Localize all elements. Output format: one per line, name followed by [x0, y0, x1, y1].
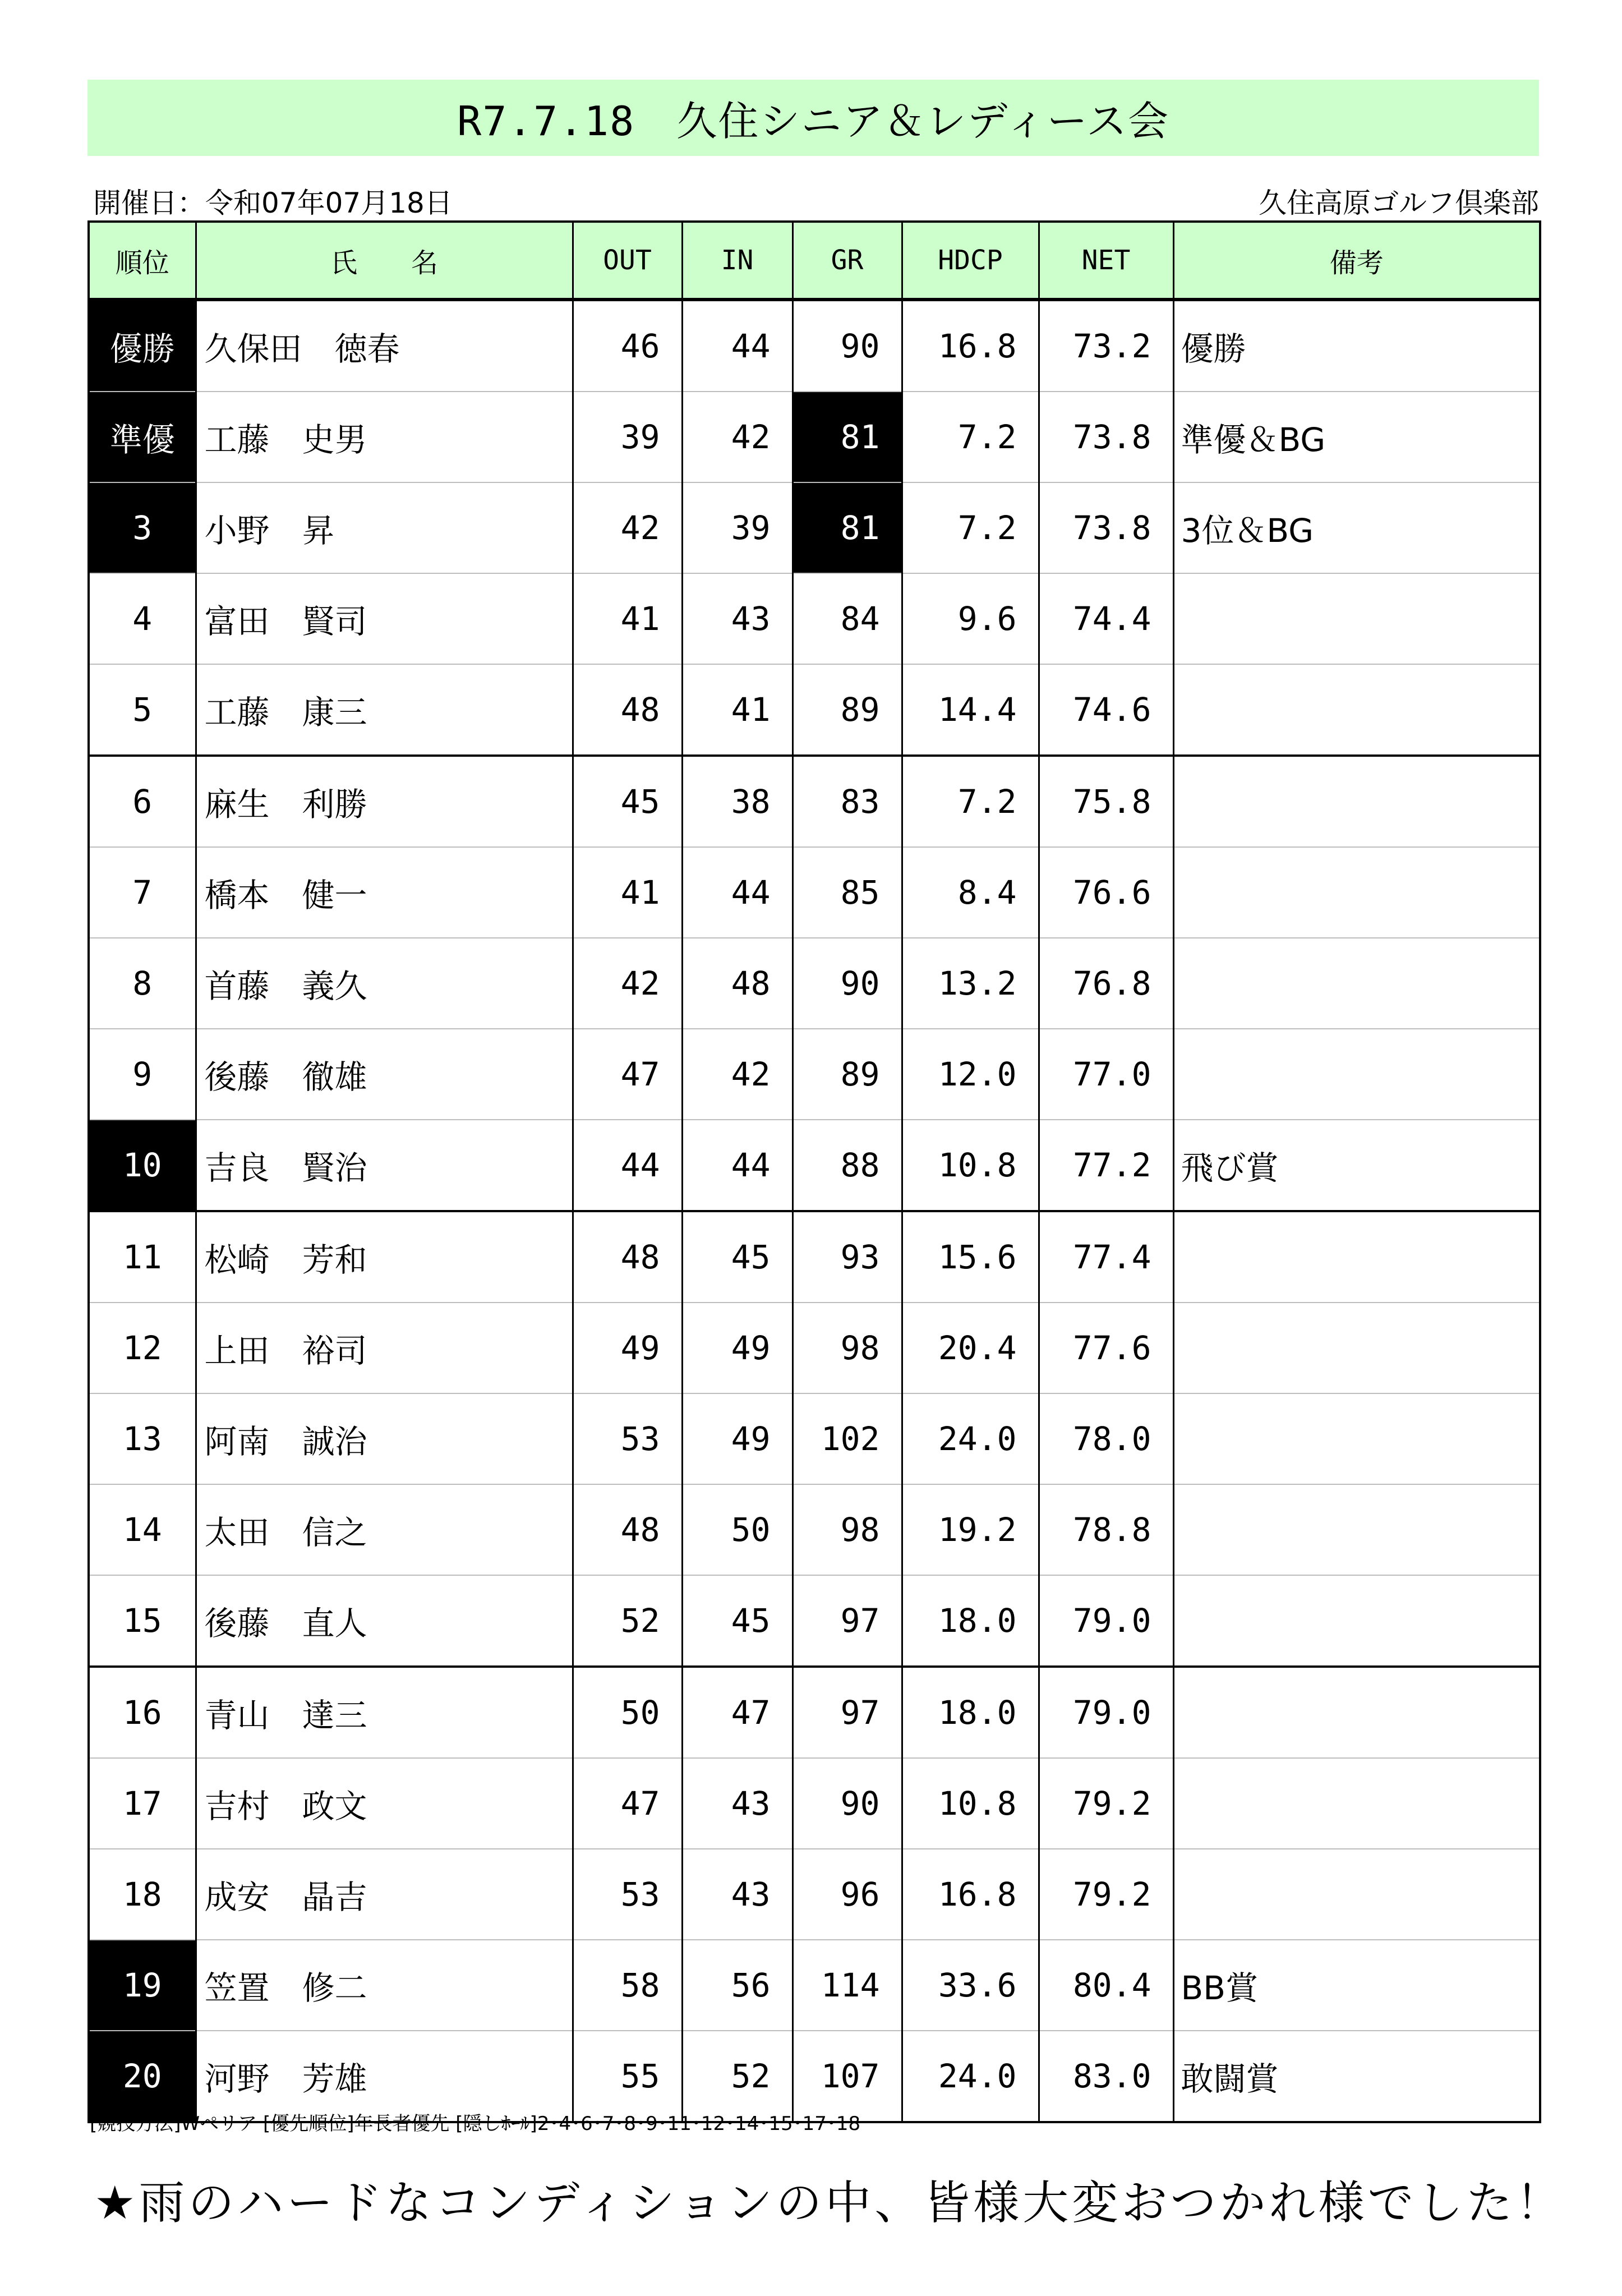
out-score: 45	[573, 756, 682, 847]
in-score: 43	[682, 573, 792, 664]
remarks	[1173, 1849, 1540, 1940]
handicap: 9.6	[902, 573, 1039, 664]
in-score: 44	[682, 300, 792, 392]
gross-score: 93	[792, 1211, 902, 1303]
player-name: 後藤 徹雄	[196, 1029, 573, 1120]
in-score: 56	[682, 1940, 792, 2031]
rank-cell: 10	[89, 1120, 196, 1211]
remarks	[1173, 847, 1540, 938]
remarks: BB賞	[1173, 1940, 1540, 2031]
gross-score: 84	[792, 573, 902, 664]
remarks	[1173, 756, 1540, 847]
remarks: 飛び賞	[1173, 1120, 1540, 1211]
gross-score: 97	[792, 1575, 902, 1667]
remarks	[1173, 1484, 1540, 1575]
remarks	[1173, 664, 1540, 756]
title-banner	[87, 80, 1539, 156]
in-score: 44	[682, 847, 792, 938]
remarks	[1173, 938, 1540, 1029]
rank-cell: 4	[89, 573, 196, 664]
net-score: 73.2	[1039, 300, 1173, 392]
handicap: 18.0	[902, 1575, 1039, 1667]
gross-score: 114	[792, 1940, 902, 2031]
rank-cell: 16	[89, 1667, 196, 1758]
net-score: 77.0	[1039, 1029, 1173, 1120]
remarks	[1173, 573, 1540, 664]
in-score: 43	[682, 1758, 792, 1849]
net-score: 76.8	[1039, 938, 1173, 1029]
handicap: 8.4	[902, 847, 1039, 938]
header-row	[89, 222, 1540, 300]
col-rank-header: 順位	[89, 222, 196, 300]
net-score: 80.4	[1039, 1940, 1173, 2031]
out-score: 47	[573, 1029, 682, 1120]
col-in-header: IN	[682, 222, 792, 300]
handicap: 18.0	[902, 1667, 1039, 1758]
in-score: 50	[682, 1484, 792, 1575]
out-score: 41	[573, 573, 682, 664]
in-score: 45	[682, 1211, 792, 1303]
out-score: 53	[573, 1393, 682, 1484]
out-score: 39	[573, 392, 682, 482]
out-score: 41	[573, 847, 682, 938]
in-score: 39	[682, 482, 792, 573]
in-score: 49	[682, 1303, 792, 1393]
gross-score: 90	[792, 938, 902, 1029]
table-row	[89, 1940, 1540, 2031]
table-row	[89, 1575, 1540, 1667]
net-score: 79.2	[1039, 1849, 1173, 1940]
in-score: 44	[682, 1120, 792, 1211]
table-row	[89, 300, 1540, 392]
player-name: 河野 芳雄	[196, 2031, 573, 2122]
table-row	[89, 1120, 1540, 1211]
net-score: 74.4	[1039, 573, 1173, 664]
competition-rules: [競技方法]Wペリア [優先順位]年長者優先 [隠しﾎｰﾙ]2･4･6･7･8･9･11･12･14･15･17･18	[90, 2113, 861, 2135]
player-name: 富田 賢司	[196, 573, 573, 664]
gross-score: 102	[792, 1393, 902, 1484]
player-name: 橋本 健一	[196, 847, 573, 938]
rank-cell: 13	[89, 1393, 196, 1484]
table-row	[89, 1211, 1540, 1303]
net-score: 79.2	[1039, 1758, 1173, 1849]
out-score: 42	[573, 938, 682, 1029]
player-name: 太田 信之	[196, 1484, 573, 1575]
table-row	[89, 938, 1540, 1029]
in-score: 42	[682, 392, 792, 482]
col-out-header: OUT	[573, 222, 682, 300]
col-hdcp-header: HDCP	[902, 222, 1039, 300]
out-score: 47	[573, 1758, 682, 1849]
handicap: 14.4	[902, 664, 1039, 756]
handicap: 10.8	[902, 1758, 1039, 1849]
remarks	[1173, 1393, 1540, 1484]
net-score: 83.0	[1039, 2031, 1173, 2122]
gross-score: 90	[792, 1758, 902, 1849]
rank-cell: 18	[89, 1849, 196, 1940]
net-score: 74.6	[1039, 664, 1173, 756]
page-title: R7.7.18 久住シニア＆レディース会	[457, 98, 1170, 145]
out-score: 53	[573, 1849, 682, 1940]
table-row	[89, 664, 1540, 756]
rank-cell: 19	[89, 1940, 196, 2031]
table-row	[89, 1303, 1540, 1393]
col-gr-header: GR	[792, 222, 902, 300]
closing-message: ★雨のハードなコンディションの中、皆様大変おつかれ様でした！	[94, 2177, 1565, 2230]
remarks	[1173, 1575, 1540, 1667]
out-score: 58	[573, 1940, 682, 2031]
rank-cell: 12	[89, 1303, 196, 1393]
table-row	[89, 392, 1540, 482]
handicap: 24.0	[902, 2031, 1039, 2122]
remarks	[1173, 1758, 1540, 1849]
player-name: 阿南 誠治	[196, 1393, 573, 1484]
table-row	[89, 756, 1540, 847]
gross-score: 96	[792, 1849, 902, 1940]
rank-cell: 11	[89, 1211, 196, 1303]
in-score: 52	[682, 2031, 792, 2122]
gross-score: 90	[792, 300, 902, 392]
player-name: 麻生 利勝	[196, 756, 573, 847]
remarks: 準優＆BG	[1173, 392, 1540, 482]
out-score: 49	[573, 1303, 682, 1393]
remarks	[1173, 1211, 1540, 1303]
handicap: 12.0	[902, 1029, 1039, 1120]
rank-cell: 5	[89, 664, 196, 756]
handicap: 7.2	[902, 756, 1039, 847]
net-score: 73.8	[1039, 392, 1173, 482]
player-name: 吉良 賢治	[196, 1120, 573, 1211]
col-name-header: 氏 名	[196, 222, 573, 300]
table-row	[89, 1667, 1540, 1758]
rank-cell: 3	[89, 482, 196, 573]
in-score: 48	[682, 938, 792, 1029]
player-name: 工藤 康三	[196, 664, 573, 756]
out-score: 48	[573, 1484, 682, 1575]
table-row	[89, 1393, 1540, 1484]
handicap: 16.8	[902, 1849, 1039, 1940]
table-row	[89, 573, 1540, 664]
gross-score: 83	[792, 756, 902, 847]
rank-cell: 6	[89, 756, 196, 847]
handicap: 15.6	[902, 1211, 1039, 1303]
event-date: 開催日：令和07年07月18日	[93, 187, 453, 219]
rank-cell: 20	[89, 2031, 196, 2122]
rank-cell: 9	[89, 1029, 196, 1120]
remarks	[1173, 1667, 1540, 1758]
remarks: 3位＆BG	[1173, 482, 1540, 573]
net-score: 78.0	[1039, 1393, 1173, 1484]
handicap: 33.6	[902, 1940, 1039, 2031]
handicap: 16.8	[902, 300, 1039, 392]
gross-score: 97	[792, 1667, 902, 1758]
in-score: 47	[682, 1667, 792, 1758]
player-name: 吉村 政文	[196, 1758, 573, 1849]
in-score: 38	[682, 756, 792, 847]
table-row	[89, 1029, 1540, 1120]
in-score: 45	[682, 1575, 792, 1667]
handicap: 13.2	[902, 938, 1039, 1029]
table-row	[89, 1758, 1540, 1849]
table-row	[89, 482, 1540, 573]
out-score: 48	[573, 664, 682, 756]
handicap: 10.8	[902, 1120, 1039, 1211]
net-score: 75.8	[1039, 756, 1173, 847]
handicap: 19.2	[902, 1484, 1039, 1575]
out-score: 44	[573, 1120, 682, 1211]
player-name: 小野 昇	[196, 482, 573, 573]
col-note-header: 備考	[1173, 222, 1540, 300]
in-score: 49	[682, 1393, 792, 1484]
out-score: 52	[573, 1575, 682, 1667]
gross-score: 85	[792, 847, 902, 938]
gross-score: 98	[792, 1303, 902, 1393]
handicap: 7.2	[902, 482, 1039, 573]
results-body	[89, 300, 1540, 2122]
player-name: 松崎 芳和	[196, 1211, 573, 1303]
net-score: 76.6	[1039, 847, 1173, 938]
rank-cell: 8	[89, 938, 196, 1029]
in-score: 43	[682, 1849, 792, 1940]
in-score: 42	[682, 1029, 792, 1120]
out-score: 48	[573, 1211, 682, 1303]
club-name: 久住高原ゴルフ倶楽部	[1259, 187, 1539, 219]
out-score: 55	[573, 2031, 682, 2122]
net-score: 79.0	[1039, 1667, 1173, 1758]
rank-cell: 15	[89, 1575, 196, 1667]
in-score: 41	[682, 664, 792, 756]
player-name: 上田 裕司	[196, 1303, 573, 1393]
rank-cell: 優勝	[89, 300, 196, 392]
gross-score: 88	[792, 1120, 902, 1211]
gross-score: 89	[792, 1029, 902, 1120]
net-score: 77.6	[1039, 1303, 1173, 1393]
net-score: 77.4	[1039, 1211, 1173, 1303]
gross-score: 81	[792, 392, 902, 482]
player-name: 後藤 直人	[196, 1575, 573, 1667]
table-row	[89, 1484, 1540, 1575]
rank-cell: 7	[89, 847, 196, 938]
net-score: 78.8	[1039, 1484, 1173, 1575]
rank-cell: 準優	[89, 392, 196, 482]
rank-cell: 14	[89, 1484, 196, 1575]
gross-score: 107	[792, 2031, 902, 2122]
out-score: 42	[573, 482, 682, 573]
handicap: 24.0	[902, 1393, 1039, 1484]
gross-score: 98	[792, 1484, 902, 1575]
rank-cell: 17	[89, 1758, 196, 1849]
remarks	[1173, 1303, 1540, 1393]
table-row	[89, 847, 1540, 938]
results-table	[87, 220, 1541, 2123]
remarks: 敢闘賞	[1173, 2031, 1540, 2122]
table-row	[89, 1849, 1540, 1940]
handicap: 20.4	[902, 1303, 1039, 1393]
out-score: 46	[573, 300, 682, 392]
handicap: 7.2	[902, 392, 1039, 482]
player-name: 成安 晶吉	[196, 1849, 573, 1940]
out-score: 50	[573, 1667, 682, 1758]
col-net-header: NET	[1039, 222, 1173, 300]
net-score: 79.0	[1039, 1575, 1173, 1667]
remarks: 優勝	[1173, 300, 1540, 392]
player-name: 青山 達三	[196, 1667, 573, 1758]
player-name: 工藤 史男	[196, 392, 573, 482]
player-name: 首藤 義久	[196, 938, 573, 1029]
remarks	[1173, 1029, 1540, 1120]
net-score: 77.2	[1039, 1120, 1173, 1211]
net-score: 73.8	[1039, 482, 1173, 573]
player-name: 久保田 徳春	[196, 300, 573, 392]
gross-score: 89	[792, 664, 902, 756]
gross-score: 81	[792, 482, 902, 573]
player-name: 笠置 修二	[196, 1940, 573, 2031]
